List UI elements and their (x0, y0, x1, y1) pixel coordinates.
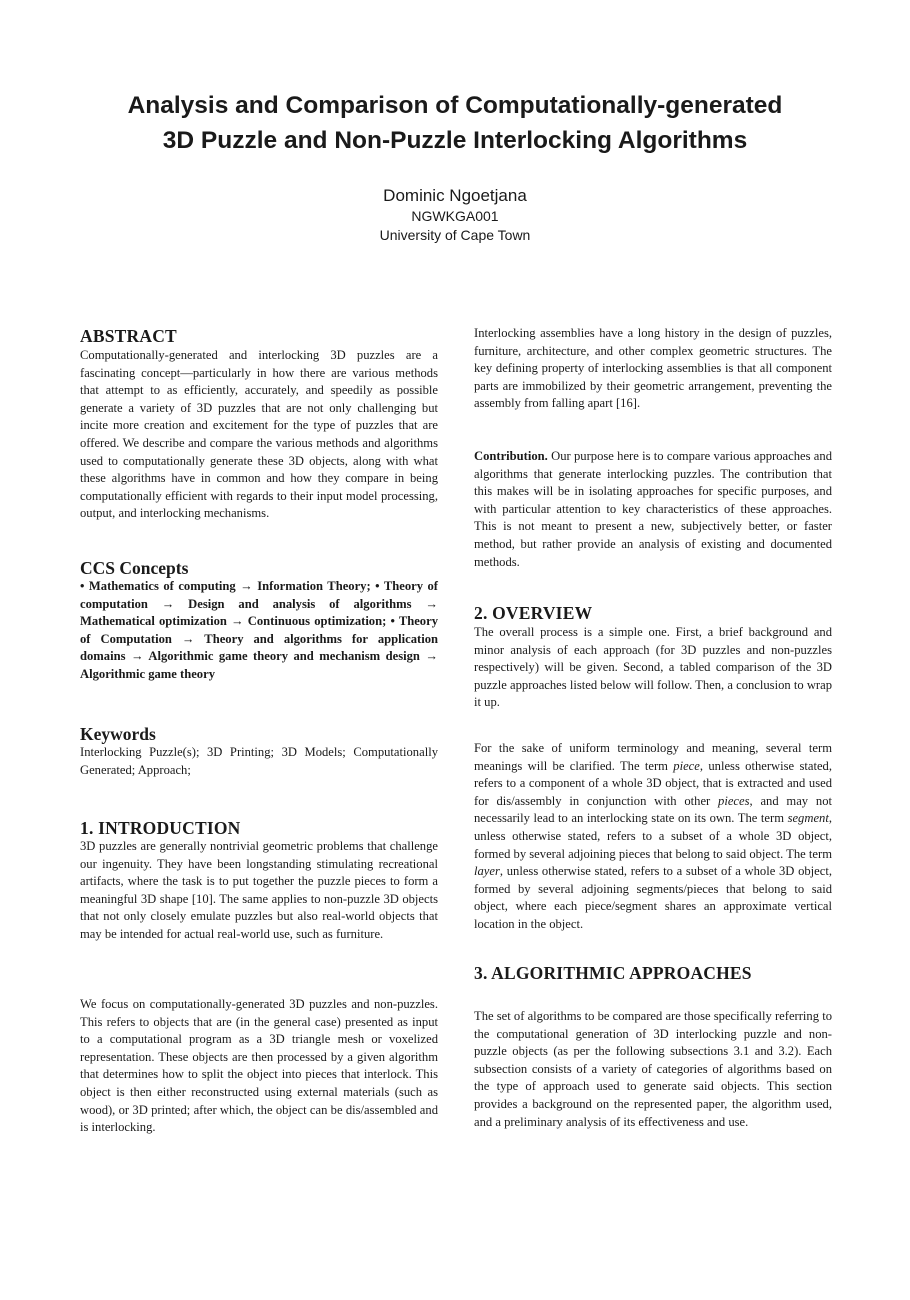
interlocking-history-paragraph: Interlocking assemblies have a long history in the design of puzzles, furniture, architecture, and other complex geometric structures. The key defining property of interlocking assemblies is that all component parts are immobilized by their geometric arrangement, preventing the assembly from falling apart [16]. (474, 326, 832, 411)
term-segment: segment (787, 811, 829, 826)
term-layer: layer (474, 864, 500, 879)
overview-paragraph-2 (474, 740, 832, 934)
contribution-label: Contribution. (474, 449, 548, 463)
introduction-paragraph-1: 3D puzzles are generally nontrivial geometric problems that challenge our ingenuity. They have been longstanding stimulating recreational artifacts, where the task is to put together the puzzle pieces to form a meaningful 3D shape [10]. The same applies to non-puzzle 3D objects that not only closely emulate puzzles but also real-world objects that may be intended for actual real-world use, such as furniture. (80, 839, 438, 941)
author-affiliation: University of Cape Town (379, 227, 531, 243)
overview-para2-part-c: , and may not necessarily lead to an interlocking state on its own. The term (474, 793, 832, 826)
author-block (255, 185, 655, 245)
contribution-text: Our purpose here is to compare various approaches and algorithms that generate interlocking puzzles. The contribution that this makes will be in isolating approaches for specific purposes, and with particular attention to key characteristics of these approaches. This is not meant to present a new, subjectively better, or faster method, but rather provide an analysis of existing and documented methods. (474, 449, 832, 569)
overview-para2-part-e: , unless otherwise stated, refers to a subset of a whole 3D object, formed by several adjoining segments/pieces that belong to said object, where each piece/segment shares an approximate vertical location in the object. (474, 864, 832, 931)
author-student-id: NGWKGA001 (411, 208, 499, 224)
overview-heading: 2. OVERVIEW (474, 603, 593, 623)
overview-para2-part-d: , unless otherwise stated, refers to a subset of a whole 3D object, formed by several adjoining pieces that belong to said object. The term (474, 811, 832, 861)
introduction-heading: 1. INTRODUCTION (80, 818, 241, 838)
ccs-concepts-text: • Mathematics of computing → Information Theory; • Theory of computation → Design and analysis of algorithms → Mathematical optimization → Continuous optimization; • Theory of Computation → Theory and algorithms for application domains → Algorithmic game theory and mechanism design → Algorithmic game theory (80, 579, 438, 681)
paper-title (40, 88, 870, 158)
algorithmic-approaches-heading: 3. ALGORITHMIC APPROACHES (474, 963, 752, 983)
overview-para2-part-a: For the sake of uniform terminology and meaning, several term meanings will be clarified. The term (474, 741, 832, 773)
abstract-heading: ABSTRACT (80, 326, 177, 346)
title-line-1: Analysis and Comparison of Computationally-generated (127, 92, 783, 119)
ccs-heading: CCS Concepts (80, 558, 189, 578)
introduction-paragraph-2: We focus on computationally-generated 3D puzzles and non-puzzles. This refers to objects that are (in the general case) presented as input to a computational program as a 3D triangle mesh or voxelized representation. These objects are then processed by a given algorithm that determines how to split the object into pieces that interlock. This object is then either reconstructed using external materials (such as wood), or 3D printed; after which, the object can be dis/assembled and is interlocking. (80, 997, 438, 1135)
contribution-paragraph (474, 448, 832, 571)
keywords-heading: Keywords (80, 724, 156, 744)
overview-paragraph-1: The overall process is a simple one. First, a brief background and minor analysis of each approach (for 3D puzzles and non-puzzles respectively) will be given. Second, a tabled comparison of the 3D puzzle approaches listed below will follow. Then, a conclusion to wrap it up. (474, 625, 832, 710)
author-name: Dominic Ngoetjana (383, 186, 527, 205)
term-pieces: pieces (718, 793, 750, 808)
abstract-text: Computationally-generated and interlocking 3D puzzles are a fascinating concept—particularly in how there are various methods that attempt to as efficiently, accurately, and speedily as possible generate a variety of 3D puzzles that are not only challenging but incite more creation and excitement for the type of puzzles that are offered. We describe and compare the various methods and algorithms used to computationally generate these 3D objects, along with what these algorithms have in common and how they compare in being computationally efficient with regards to their input model processing, output, and interlocking mechanisms. (80, 348, 438, 521)
keywords-text: Interlocking Puzzle(s); 3D Printing; 3D Models; Computationally Generated; Approach; (80, 745, 438, 777)
overview-para2-part-b: , unless otherwise stated, refers to a component of a whole 3D object, that is extracted and used for dis/assembly in conjunction with other (474, 758, 832, 808)
algorithmic-approaches-paragraph: The set of algorithms to be compared are those specifically referring to the computational generation of 3D interlocking puzzle and non-puzzle objects (as per the following subsections 3.1 and 3.2). Each subsection consists of a variety of categories of algorithms based on the type of approach used to generate said objects. This section provides a background on the represented paper, the algorithm used, and a preliminary analysis of its effectiveness and use. (474, 1009, 832, 1129)
term-piece: piece (673, 758, 700, 773)
title-line-2: 3D Puzzle and Non-Puzzle Interlocking Algorithms (162, 127, 748, 154)
